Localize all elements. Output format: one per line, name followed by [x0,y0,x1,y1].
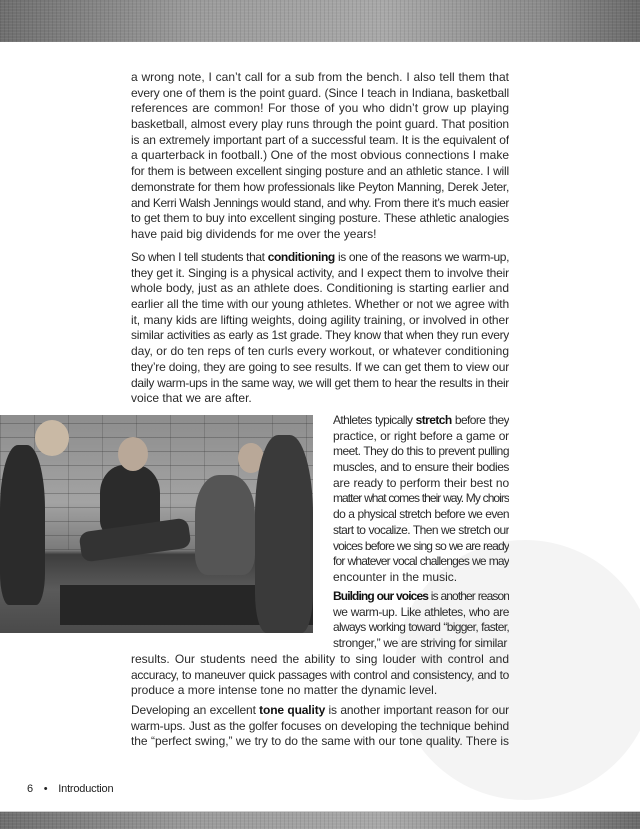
text-line [131,148,509,164]
text-run: produce a more intense tone no matter the dynamic level. [131,683,438,698]
text-run: So when I tell students that [131,250,268,264]
text-run: the “perfect swing,” we try to do the same with our tone quality. There is [131,734,509,749]
text-run: is one of the reasons we warm-up, [334,250,509,264]
text-line [333,620,509,636]
text-line [131,70,509,86]
text-run: and Kerri Walsh Jennings would stand, and why. From there it’s much easier [131,195,509,210]
text-line [333,429,509,445]
text-line [131,360,509,376]
bold-keyword: conditioning [267,250,335,264]
text-run: muscles, and to ensure their bodies [333,460,509,475]
text-run: a wrong note, I can’t call for a sub from the bench. I also tell them that [131,70,509,84]
paragraph-building-voices [333,589,509,652]
teacher-head [118,437,148,471]
text-run: they’re doing, they are going to see results. If we can get them to view our [131,359,509,374]
text-run: results. Our students need the ability to sing louder with control and [131,652,509,666]
text-line [333,476,509,492]
text-run: voices before we sing so we are ready [333,538,509,553]
paragraph-conditioning [131,250,509,407]
text-run: demonstrate for them how professionals like Peyton Manning, Derek Jeter, [131,179,509,194]
student-figure [0,445,45,605]
text-line [333,554,509,570]
student-figure [195,475,255,575]
bottom-decorative-band [0,811,640,829]
text-run: always working toward “bigger, faster, [333,620,509,635]
text-run: is another important reason for our [325,703,509,717]
text-line [131,133,509,149]
text-line [131,117,509,133]
bold-keyword: tone quality [259,703,326,717]
text-line [131,211,509,227]
text-run: practice, or right before a game or [333,428,509,443]
text-line [131,703,509,719]
text-line [131,734,509,750]
text-line [333,507,509,523]
photo-students-stretching [0,415,313,633]
text-line [131,719,509,735]
text-line [131,391,509,407]
text-run: accuracy, to maneuver quick passages with control and consistency, and to [131,667,509,682]
text-run: for them is between excellent singing posture and an athletic stance. I will [131,164,509,179]
paragraph-tone-quality [131,703,509,750]
text-line [131,683,509,699]
text-run: encounter in the music. [333,569,458,584]
student-figure [255,435,313,633]
paragraph-point-guard [131,70,509,243]
text-line [131,328,509,344]
page-footer [27,783,121,795]
text-run: start to vocalize. Then we stretch our [333,522,509,537]
text-line [131,313,509,329]
text-line [131,164,509,180]
text-line [131,344,509,360]
top-decorative-band [0,0,640,42]
text-line [131,196,509,212]
text-line [131,227,509,243]
text-run: do a physical stretch before we even [333,507,509,522]
page-number: 6 [27,783,33,795]
text-line [333,523,509,539]
text-line [131,250,509,266]
text-line [131,297,509,313]
text-run: Developing an excellent [131,703,260,717]
paragraph-building-voices-cont [131,652,509,699]
section-title: Introduction [58,783,114,795]
text-line [131,668,509,684]
text-run: basketball, almost every play runs through the point guard. That position [131,117,509,132]
text-run: similar activities as early as 1st grade. They know that when they run every [131,328,509,343]
text-line [333,570,509,586]
text-line [333,605,509,621]
text-run: before they [451,413,509,427]
text-run: day, or do ten reps of ten curls every workout, or whatever conditioning [131,344,509,359]
text-line [131,376,509,392]
text-run: is another reason [427,589,509,603]
text-run: it, many kids are lifting weights, doing agility training, or involved in other [131,312,509,327]
text-run: Athletes typically [333,413,416,427]
text-run: warm-ups. Just as the golfer focuses on developing the technique behind [131,718,509,733]
text-run: to get them to buy into excellent singing posture. These athletic analogies [131,211,509,226]
text-line [333,460,509,476]
text-line [131,266,509,282]
text-run: earlier all the time with our young athletes. Whether or not we agree with [131,297,509,312]
text-run: stronger,” we are striving for similar [333,636,507,651]
text-line [131,281,509,297]
text-line [333,539,509,555]
text-run: every one of them is the point guard. (Since I teach in Indiana, basketball [131,85,509,100]
text-line [333,636,509,652]
student-head [35,420,69,456]
text-line [131,86,509,102]
text-run: daily warm-ups in the same way, we will get them to hear the results in their [131,375,509,390]
text-line [333,413,509,429]
text-run: voice that we are after. [131,391,252,406]
text-run: a quarterback in football.) One of the most obvious connections I make [131,148,509,163]
bold-keyword: Building our voices [333,589,428,603]
footer-separator: • [43,783,48,795]
text-run: whole body, just as an athlete does. Conditioning is starting earlier and [131,281,509,296]
text-run: matter what comes their way. My choirs [333,491,509,506]
text-run: they get it. Singing is a physical activity, and I expect them to involve their [131,265,509,280]
text-run: we warm-up. Like athletes, who are [333,604,509,619]
text-line [333,444,509,460]
text-line [131,652,509,668]
bold-keyword: stretch [415,413,452,427]
text-run: references are common! For those of you who didn’t grow up playing [131,101,509,116]
text-run: meet. They do this to prevent pulling [333,444,509,459]
text-run: is an extremely important part of a successful team. It is the equivalent of [131,132,509,147]
text-run: have paid big dividends for me over the years! [131,226,377,241]
text-run: are ready to perform their best no [333,475,509,490]
text-line [333,589,509,605]
paragraph-stretch [333,413,509,586]
text-run: for whatever vocal challenges we may [333,554,509,569]
text-line [131,180,509,196]
text-line [333,491,509,507]
text-line [131,101,509,117]
